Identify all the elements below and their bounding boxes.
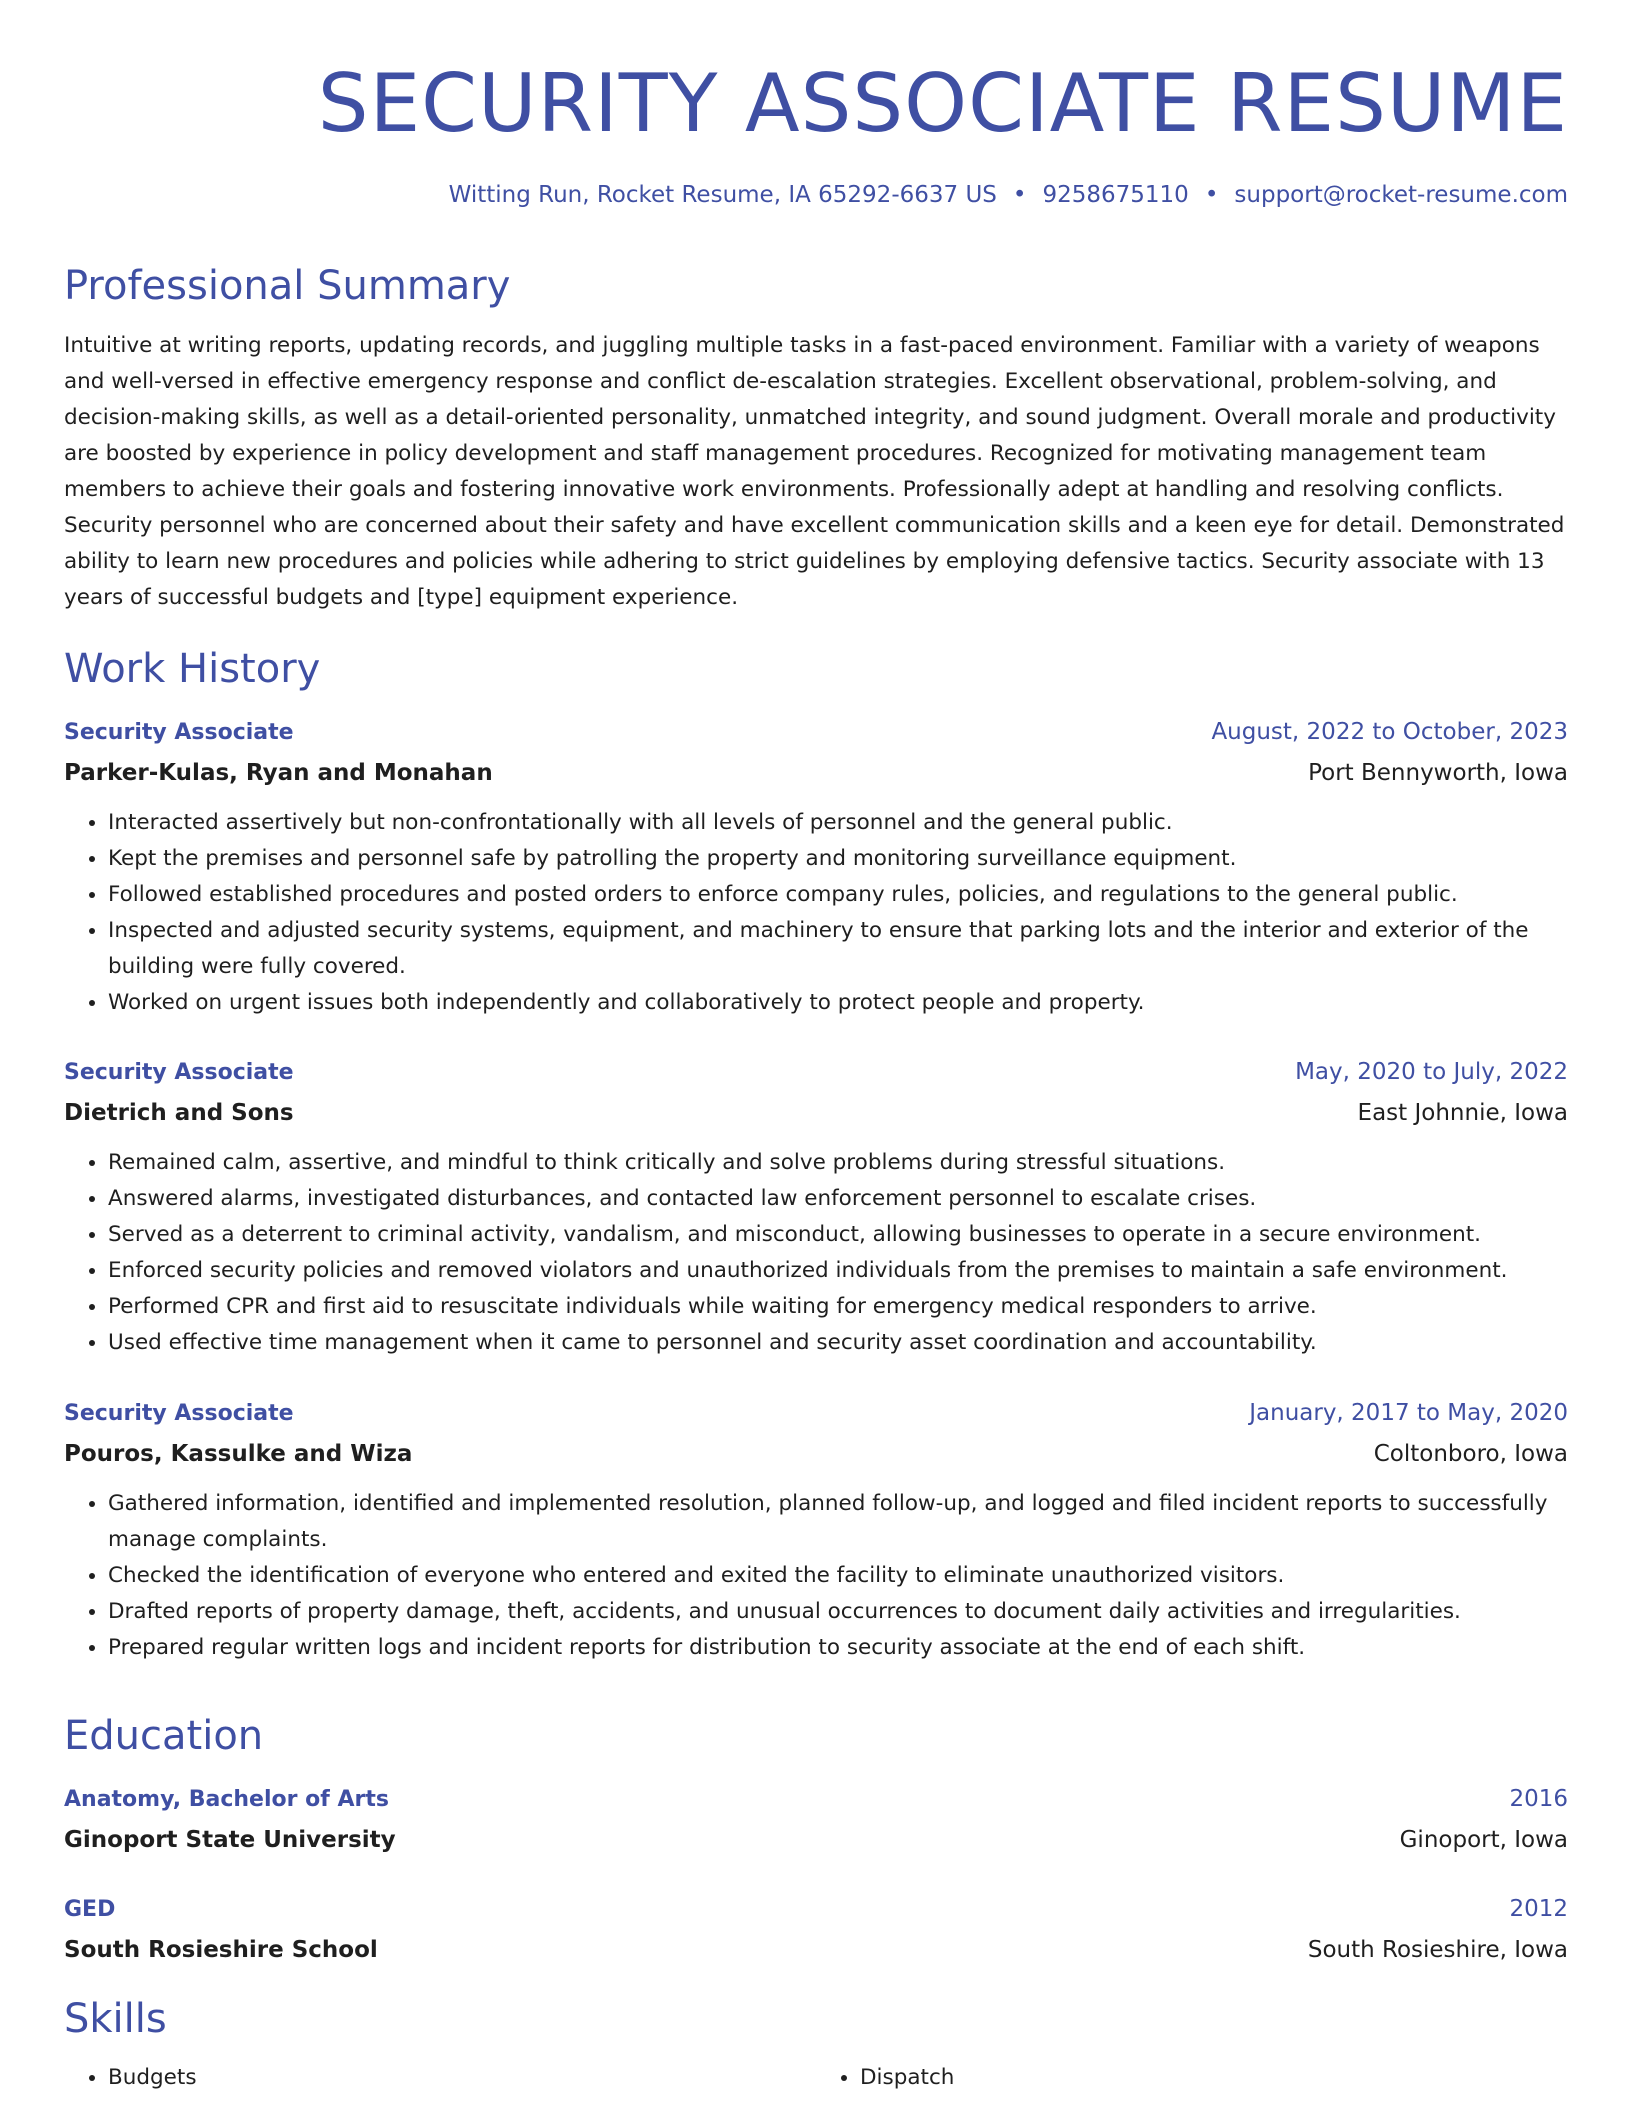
job-dates: May, 2020 to July, 2022 [1295, 1059, 1568, 1085]
job-bullet: • Served as a deterrent to criminal activity, vandalism, and misconduct, allowing businesses to operate in a secure environment. [108, 1217, 1568, 1253]
job-dates: January, 2017 to May, 2020 [1249, 1400, 1568, 1426]
education-location: Ginoport, Iowa [1399, 1827, 1568, 1853]
job-dates: August, 2022 to October, 2023 [1211, 719, 1568, 745]
skills-column-left [64, 2060, 816, 2096]
job-bullets [64, 805, 1568, 1021]
job-bullet: • Interacted assertively but non-confrontationally with all levels of personnel and the general public. [108, 805, 1568, 841]
job-company: Pouros, Kassulke and Wiza [64, 1441, 413, 1467]
job-entry [64, 712, 1568, 1021]
job-company: Dietrich and Sons [64, 1100, 294, 1126]
education-year: 2016 [1509, 1786, 1568, 1812]
job-bullet: • Used effective time management when it came to personnel and security asset coordination and accountability. [108, 1325, 1568, 1361]
contact-separator: • [1204, 182, 1219, 208]
job-bullet: • Gathered information, identified and implemented resolution, planned follow-up, and logged and filed incident reports to successfully manage complaints. [108, 1486, 1568, 1558]
job-bullet: • Performed CPR and first aid to resuscitate individuals while waiting for emergency medical responders to arrive. [108, 1289, 1568, 1325]
skills-section [64, 1995, 1568, 2043]
education-degree: Anatomy, Bachelor of Arts [64, 1787, 389, 1812]
job-bullet: • Followed established procedures and posted orders to enforce company rules, policies, and regulations to the general public. [108, 877, 1568, 913]
education-section [64, 1712, 1568, 1760]
resume-title: SECURITY ASSOCIATE RESUME [317, 57, 1568, 150]
job-bullets [64, 1145, 1568, 1361]
education-heading: Education [64, 1713, 264, 1759]
job-bullets [64, 1486, 1568, 1666]
summary-section [64, 262, 1568, 616]
job-bullet: • Prepared regular written logs and incident reports for distribution to security associate at the end of each shift. [108, 1630, 1568, 1666]
job-bullet: • Checked the identification of everyone who entered and exited the facility to eliminate unauthorized visitors. [108, 1558, 1568, 1594]
job-title: Security Associate [64, 720, 294, 745]
job-company: Parker-Kulas, Ryan and Monahan [64, 760, 493, 786]
job-bullet: • Remained calm, assertive, and mindful to think critically and solve problems during stressful situations. [108, 1145, 1568, 1181]
education-location: South Rosieshire, Iowa [1307, 1937, 1568, 1963]
job-location: Coltonboro, Iowa [1373, 1441, 1568, 1467]
summary-heading: Professional Summary [64, 263, 511, 309]
skill-item: • Budgets [108, 2060, 816, 2096]
job-entry [64, 1393, 1568, 1666]
education-school: Ginoport State University [64, 1827, 396, 1853]
job-bullet: • Kept the premises and personnel safe by patrolling the property and monitoring surveillance equipment. [108, 841, 1568, 877]
education-entry [64, 1889, 1568, 1970]
contact-line [64, 180, 1568, 210]
job-bullet: • Enforced security policies and removed violators and unauthorized individuals from the premises to maintain a safe environment. [108, 1253, 1568, 1289]
job-bullet: • Drafted reports of property damage, theft, accidents, and unusual occurrences to document daily activities and irregularities. [108, 1594, 1568, 1630]
contact-separator: • [1012, 182, 1027, 208]
summary-text: Intuitive at writing reports, updating records, and juggling multiple tasks in a fast-paced environment. Familiar with a variety of weapons and well-versed in effective emergency response and conflict de-escalation strategies. Excellent observational, problem-solving, and decision-making skills, as well as a detail-oriented personality, unmatched integrity, and sound judgment. Overall morale and productivity are boosted by experience in policy development and staff management procedures. Recognized for motivating management team members to achieve their goals and fostering innovative work environments. Professionally adept at handling and resolving conflicts. Security personnel who are concerned about their safety and have excellent communication skills and a keen eye for detail. Demonstrated ability to learn new procedures and policies while adhering to strict guidelines by employing defensive tactics. Security associate with 13 years of successful budgets and [type] equipment experience. [64, 333, 1565, 610]
job-bullet: • Answered alarms, investigated disturbances, and contacted law enforcement personnel to escalate crises. [108, 1181, 1568, 1217]
job-title: Security Associate [64, 1060, 294, 1085]
job-location: Port Bennyworth, Iowa [1308, 760, 1568, 786]
skills-column-right [816, 2060, 1568, 2096]
skills-list [64, 2060, 1568, 2096]
work-history-heading: Work History [64, 646, 321, 692]
skills-heading: Skills [64, 1996, 167, 2042]
contact-phone[interactable]: 9258675110 [1042, 182, 1189, 208]
skill-item: • Dispatch [860, 2060, 1568, 2096]
job-bullet: • Worked on urgent issues both independently and collaboratively to protect people and property. [108, 985, 1568, 1021]
education-school: South Rosieshire School [64, 1937, 378, 1963]
education-degree: GED [64, 1897, 116, 1922]
education-entry [64, 1779, 1568, 1860]
work-history-section [64, 645, 1568, 693]
job-bullet: • Inspected and adjusted security systems, equipment, and machinery to ensure that parking lots and the interior and exterior of the building were fully covered. [108, 913, 1568, 985]
resume-header [64, 56, 1568, 152]
job-title: Security Associate [64, 1401, 294, 1426]
contact-address: Witting Run, Rocket Resume, IA 65292-6637 US [448, 182, 997, 208]
education-year: 2012 [1509, 1896, 1568, 1922]
job-entry [64, 1052, 1568, 1361]
job-location: East Johnnie, Iowa [1357, 1100, 1568, 1126]
contact-email[interactable]: support@rocket-resume.com [1234, 182, 1568, 208]
